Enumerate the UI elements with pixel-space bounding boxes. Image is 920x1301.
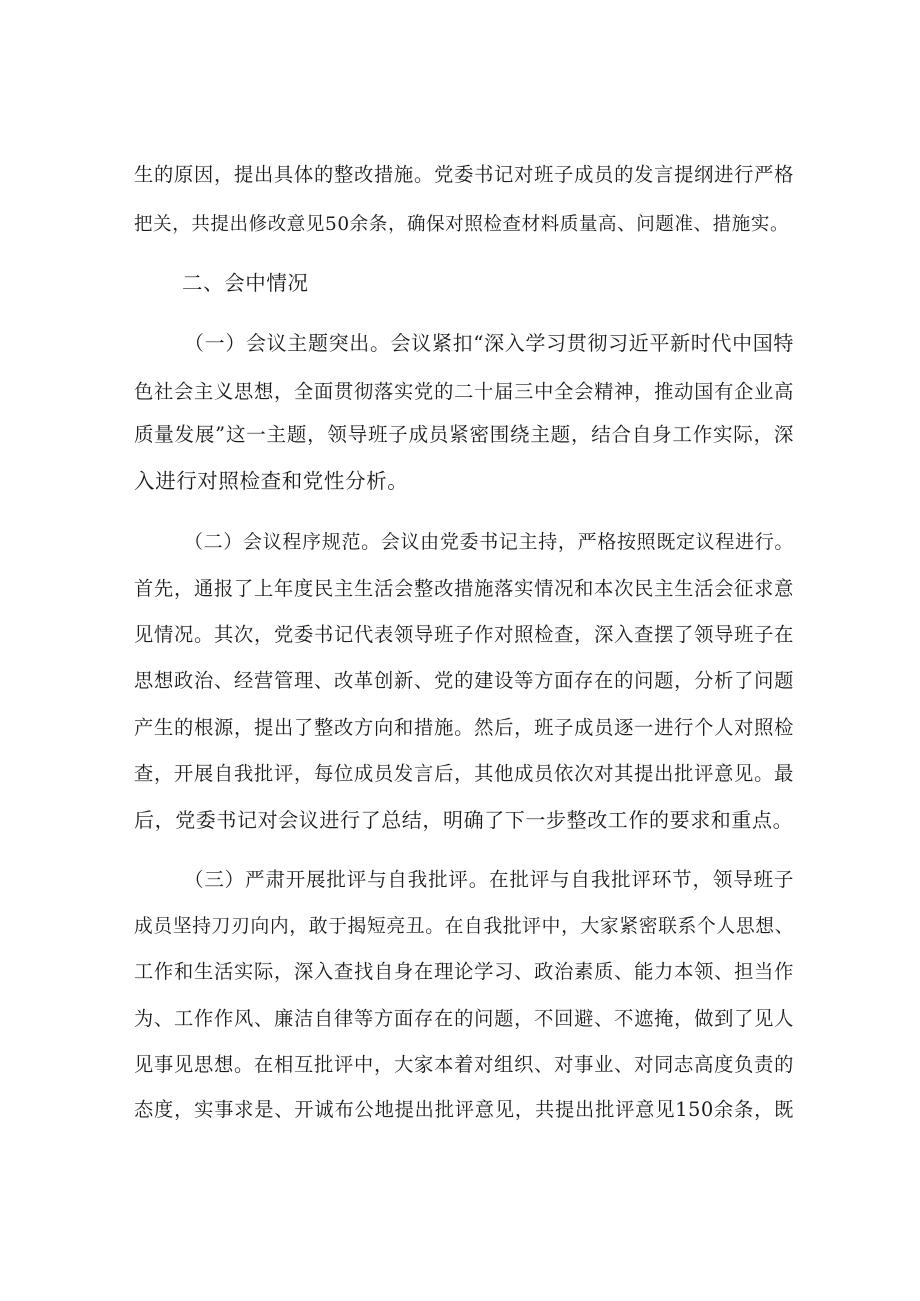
paragraph-line: （一）会议主题突出。会议紧扣“深入学习贯彻习近平新时代中国特 (184, 331, 794, 355)
paragraph-line: （二）会议程序规范。会议由党委书记主持，严格按照既定议程进行。 (184, 531, 794, 553)
paragraph-line: 产生的根源，提出了整改方向和措施。然后，班子成员逐一进行个人对照检 (134, 716, 794, 739)
paragraph-line: （三）严肃开展批评与自我批评。在批评与自我批评环节，领导班子 (184, 868, 794, 891)
paragraph-line: 为、工作作风、廉洁自律等方面存在的问题，不回避、不遮掩，做到了见人 (134, 1007, 794, 1030)
paragraph-line: 成员坚持刀刃向内，敢于揭短亮丑。在自我批评中，大家紧密联系个人思想、 (134, 916, 794, 937)
paragraph-line: 质量发展”这一主题，领导班子成员紧密围绕主题，结合自身工作实际，深 (134, 423, 794, 446)
paragraph-line: 见事见思想。在相互批评中，大家本着对组织、对事业、对同志高度负责的 (134, 1053, 794, 1076)
paragraph-line: 思想政治、经营管理、改革创新、党的建设等方面存在的问题，分析了问题 (134, 669, 794, 692)
paragraph-line: 工作和生活实际，深入查找自身在理论学习、政治素质、能力本领、担当作 (134, 960, 794, 983)
paragraph-line: 态度，实事求是、开诚布公地提出批评意见，共提出批评意见150余条，既 (134, 1098, 794, 1121)
paragraph-line: 生的原因，提出具体的整改措施。党委书记对班子成员的发言提纲进行严格 (134, 163, 794, 186)
paragraph-line: 见情况。其次，党委书记代表领导班子作对照检查，深入查摆了领导班子在 (134, 623, 794, 646)
paragraph-line: 查，开展自我批评，每位成员发言后，其他成员依次对其提出批评意见。最 (134, 762, 794, 785)
section-heading: 二、会中情况 (182, 271, 309, 295)
paragraph-line: 入进行对照检查和党性分析。 (134, 469, 409, 493)
paragraph-line: 后，党委书记对会议进行了总结，明确了下一步整改工作的要求和重点。 (134, 808, 794, 832)
paragraph-line: 色社会主义思想，全面贯彻落实党的二十届三中全会精神，推动国有企业高 (134, 380, 794, 403)
paragraph-line: 把关，共提出修改意见50余条，确保对照检查材料质量高、问题准、措施实。 (134, 214, 790, 235)
paragraph-line: 首先，通报了上年度民主生活会整改措施落实情况和本次民主生活会征求意 (134, 577, 794, 600)
